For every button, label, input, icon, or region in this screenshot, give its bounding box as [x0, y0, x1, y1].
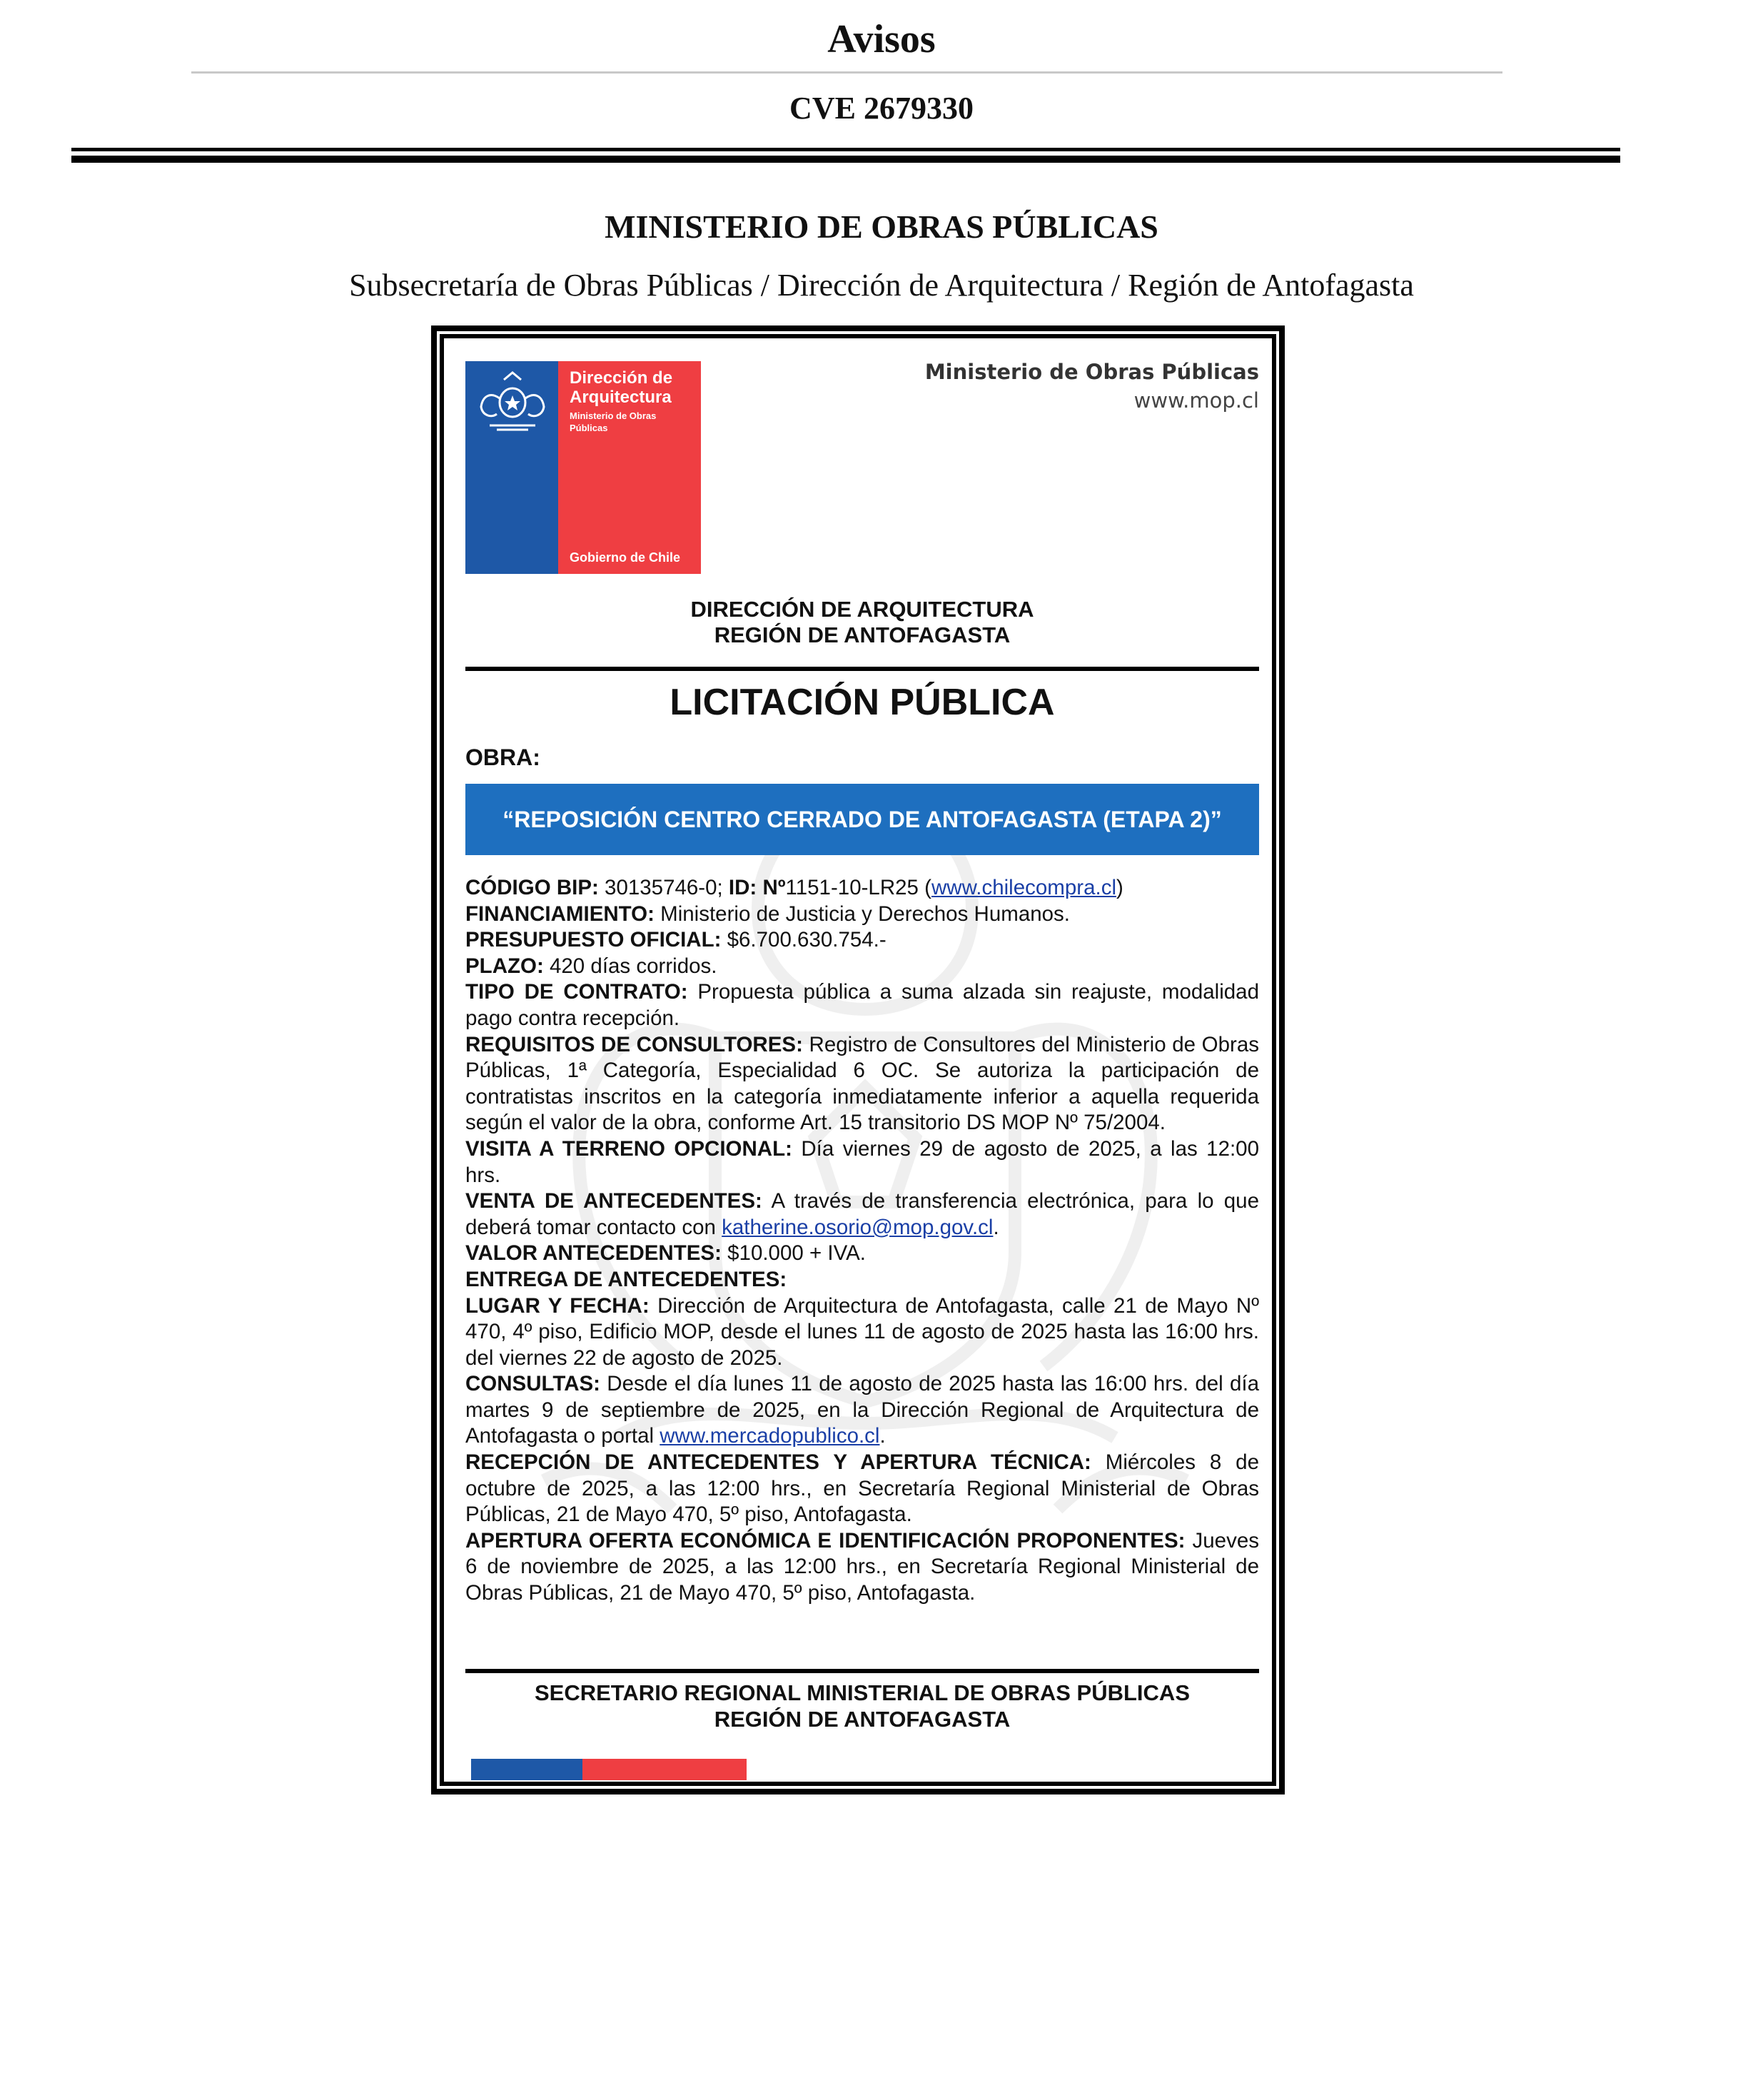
section-title: Avisos	[827, 17, 936, 61]
recepcion-value: Miércoles 8 de octubre de 2025, a las 12:00 hrs., en Secretaría Regional Ministerial de Obras Públicas, 21 de Mayo 470, 5º piso, Antofagasta.	[465, 1450, 1259, 1527]
financiamiento-value: Ministerio de Justicia y Derechos Humanos.	[654, 902, 1070, 926]
detail-apertura	[465, 1528, 1259, 1607]
logo-subtitle	[570, 410, 691, 434]
tipo-label: TIPO DE CONTRATO:	[465, 980, 688, 1004]
detail-venta	[465, 1188, 1259, 1241]
gobierno-de-chile: Gobierno de Chile	[570, 550, 681, 565]
visita-label: VISITA A TERRENO OPCIONAL:	[465, 1136, 792, 1161]
requisitos-label: REQUISITOS DE CONSULTORES:	[465, 1032, 803, 1056]
header-divider	[191, 71, 1502, 74]
notice-divider-top	[465, 667, 1259, 671]
financiamiento-label: FINANCIAMIENTO:	[465, 902, 655, 926]
obra-name-banner: “REPOSICIÓN CENTRO CERRADO DE ANTOFAGASTA (ETAPA 2)”	[465, 784, 1259, 855]
secretario-region: REGIÓN DE ANTOFAGASTA	[714, 1707, 1011, 1732]
subsecretaria-line: Subsecretaría de Obras Públicas / Dirección de Arquitectura / Región de Antofagasta	[349, 268, 1414, 303]
chile-seal-icon	[475, 370, 550, 433]
requisitos-value: Registro de Consultores del Ministerio de Obras Públicas, 1ª Categoría, Especialidad 6 OC. Se autoriza la participación de contratistas inscritos en la categoría inmediatamente inferior a aquella requerida según el valor de la obra, conforme Art. 15 transitorio DS MOP Nº 75/2004.	[465, 1032, 1260, 1135]
id-value: 1151-10-LR25 (	[785, 876, 931, 899]
detail-recepcion	[465, 1450, 1259, 1528]
logo-line-2: Arquitectura	[570, 388, 672, 407]
detail-consultas	[465, 1371, 1259, 1450]
consultas-label: CONSULTAS:	[465, 1372, 600, 1396]
apertura-label: APERTURA OFERTA ECONÓMICA E IDENTIFICACIÓN PROPONENTES:	[465, 1528, 1186, 1553]
lugar-value: Dirección de Arquitectura de Antofagasta, calle 21 de Mayo Nº 470, 4º piso, Edificio MOP, desde el lunes 11 de agosto de 2025 hasta las 16:00 hrs. del viernes 22 de agosto de 2025.	[465, 1293, 1260, 1370]
logo-line-3: Ministerio de Obras	[570, 410, 657, 421]
plazo-label: PLAZO:	[465, 954, 544, 978]
detail-codigo	[465, 875, 1259, 902]
lugar-label: LUGAR Y FECHA:	[465, 1293, 650, 1318]
ministry-heading: MINISTERIO DE OBRAS PÚBLICAS	[605, 208, 1158, 245]
direccion-heading: DIRECCIÓN DE ARQUITECTURA	[690, 597, 1034, 622]
notice-details	[465, 875, 1259, 1607]
consultas-end: .	[879, 1424, 886, 1448]
codigo-value: 30135746-0;	[598, 876, 729, 899]
contact-email-link[interactable]: katherine.osorio@mop.gov.cl	[722, 1215, 994, 1239]
direccion-arquitectura-logo	[465, 361, 701, 574]
detail-presupuesto	[465, 927, 1259, 954]
plazo-value: 420 días corridos.	[543, 954, 717, 978]
notice-frame	[440, 334, 1276, 1786]
logo-line-4: Públicas	[570, 423, 608, 433]
flag-stripe-red	[582, 1759, 747, 1780]
secretario-signature: SECRETARIO REGIONAL MINISTERIAL DE OBRAS PÚBLICAS	[534, 1680, 1190, 1705]
chilecompra-link[interactable]: www.chilecompra.cl	[931, 876, 1117, 899]
recepcion-label: RECEPCIÓN DE ANTECEDENTES Y APERTURA TÉCNICA:	[465, 1450, 1091, 1475]
valor-value: $10.000 + IVA.	[721, 1241, 866, 1266]
presupuesto-value: $6.700.630.754.-	[721, 928, 886, 952]
notice-divider-bottom	[465, 1669, 1259, 1673]
obra-label: OBRA:	[465, 744, 540, 770]
detail-entrega	[465, 1267, 1259, 1293]
presupuesto-label: PRESUPUESTO OFICIAL:	[465, 928, 722, 952]
valor-label: VALOR ANTECEDENTES:	[465, 1241, 722, 1266]
detail-financiamiento	[465, 902, 1259, 928]
consultas-value: Desde el día lunes 11 de agosto de 2025 hasta las 16:00 hrs. del día martes 9 de septiembre de 2025, en la Dirección Regional de Arquitectura de Antofagasta o portal	[465, 1372, 1259, 1448]
flag-stripe-blue	[471, 1759, 582, 1780]
venta-value: A través de transferencia electrónica, para lo que deberá tomar contacto con	[465, 1189, 1259, 1239]
id-label: ID: Nº	[728, 876, 786, 899]
venta-end: .	[993, 1215, 999, 1239]
codigo-label: CÓDIGO BIP:	[465, 876, 599, 899]
detail-lugar	[465, 1293, 1259, 1372]
licitacion-title: LICITACIÓN PÚBLICA	[670, 682, 1055, 723]
tipo-value: Propuesta pública a suma alzada sin reajuste, modalidad pago contra recepción.	[465, 980, 1259, 1030]
detail-plazo	[465, 954, 1259, 980]
mop-name: Ministerio de Obras Públicas	[924, 360, 1259, 384]
double-rule-top	[71, 148, 1620, 151]
id-close: )	[1116, 876, 1123, 899]
mercadopublico-link[interactable]: www.mercadopublico.cl	[660, 1424, 880, 1448]
detail-valor	[465, 1241, 1259, 1267]
entrega-label: ENTREGA DE ANTECEDENTES:	[465, 1267, 787, 1291]
logo-line-1: Dirección de	[570, 368, 673, 388]
mop-url[interactable]: www.mop.cl	[1133, 388, 1259, 413]
venta-label: VENTA DE ANTECEDENTES:	[465, 1189, 762, 1213]
detail-tipo-contrato	[465, 979, 1259, 1031]
apertura-value: Jueves 6 de noviembre de 2025, a las 12:00 hrs., en Secretaría Regional Ministerial de Obras Públicas, 21 de Mayo 470, 5º piso, Antofagasta.	[465, 1528, 1259, 1605]
region-heading: REGIÓN DE ANTOFAGASTA	[714, 622, 1011, 647]
detail-requisitos	[465, 1032, 1259, 1136]
detail-visita	[465, 1136, 1259, 1188]
logo-title	[570, 368, 672, 407]
visita-value: Día viernes 29 de agosto de 2025, a las 12:00 hrs.	[465, 1136, 1259, 1187]
cve-code: CVE 2679330	[789, 91, 974, 126]
double-rule-bottom	[71, 156, 1620, 163]
